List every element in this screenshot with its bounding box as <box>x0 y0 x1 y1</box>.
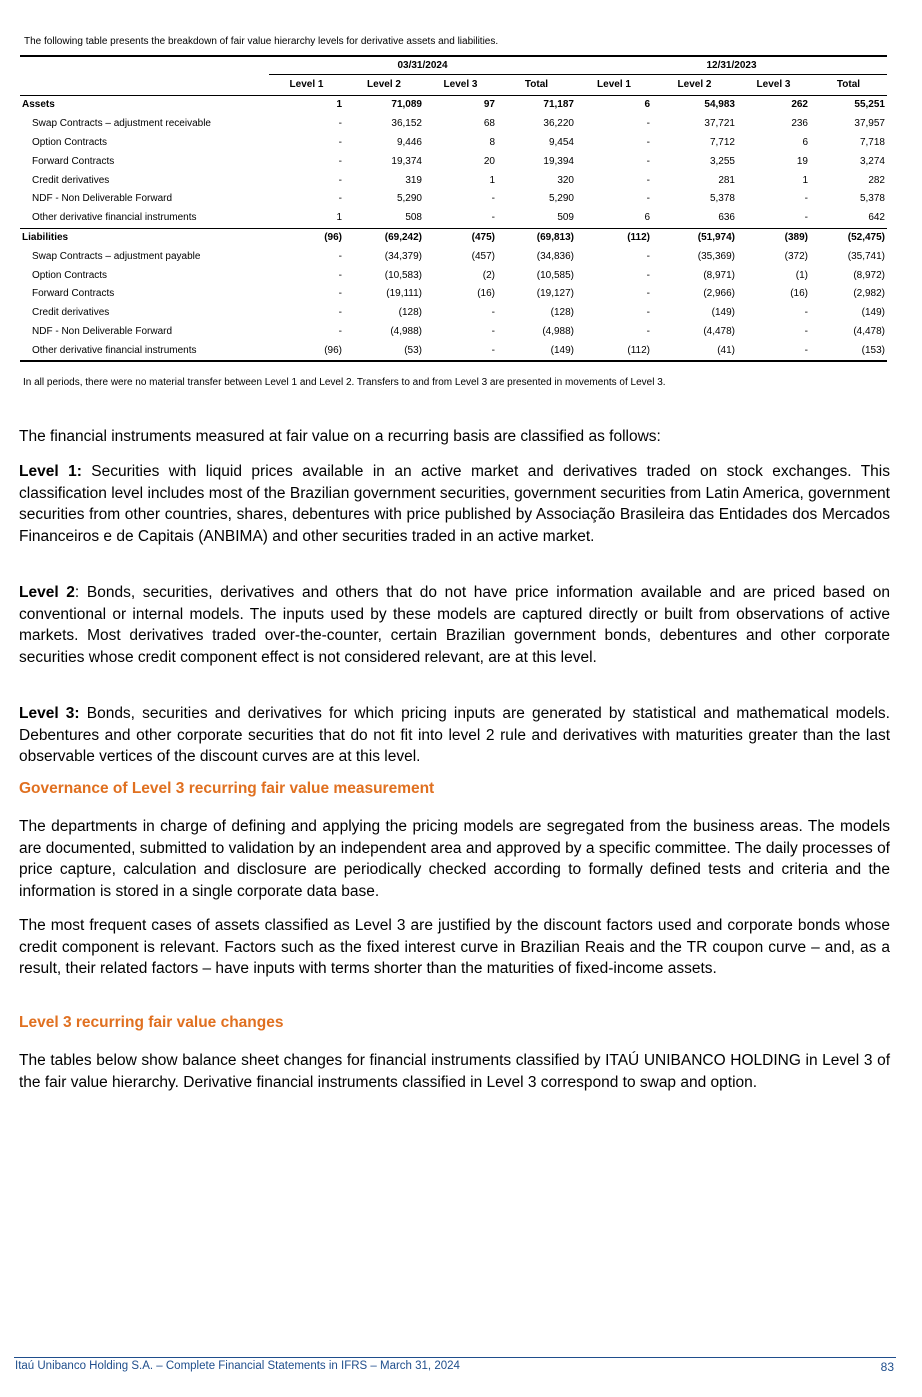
table-row <box>20 115 887 134</box>
row-label: Swap Contracts – adjustment receivable <box>32 118 211 130</box>
cell-value: 8 <box>489 136 495 148</box>
cell-value: 37,957 <box>854 118 885 130</box>
row-label: Swap Contracts – adjustment payable <box>32 250 201 262</box>
table-row <box>20 266 887 285</box>
assets-total-row <box>20 96 887 115</box>
level1-paragraph <box>19 461 890 547</box>
cell-value: (457) <box>471 250 495 262</box>
cell-value: - <box>646 136 650 148</box>
governance-paragraph-1: The departments in charge of defining and applying the pricing models are segregated from the business areas. The models are documented, submitted to validation by an independent area and approved by a specific committee. The daily processes of price capture, calculation and disclosure are periodically checked according to formally defined tests and criteria and the information is stored in a single corporate data base. <box>19 818 890 900</box>
cell-value: (475) <box>424 228 497 247</box>
cell-value: (35,741) <box>847 250 885 262</box>
column-header: Level 1 <box>576 75 652 96</box>
cell-value: 5,290 <box>396 193 422 205</box>
cell-value: (41) <box>652 341 737 361</box>
cell-value: (2,966) <box>703 288 735 300</box>
cell-value: (53) <box>344 341 424 361</box>
cell-value: - <box>804 193 808 205</box>
cell-value: - <box>338 193 342 205</box>
cell-value: - <box>338 155 342 167</box>
cell-value: - <box>646 325 650 337</box>
cell-value: - <box>804 212 808 224</box>
cell-value: (4,988) <box>542 325 574 337</box>
cell-value: 97 <box>483 99 495 111</box>
cell-value: - <box>338 118 342 130</box>
cell-value: (372) <box>784 250 808 262</box>
row-label: Other derivative financial instruments <box>32 212 197 224</box>
cell-value: 37,721 <box>704 118 735 130</box>
table-row <box>20 190 887 209</box>
cell-value: - <box>424 341 497 361</box>
cell-value: - <box>338 269 342 281</box>
period-header: 03/31/2024 <box>269 56 576 75</box>
cell-value: (35,369) <box>697 250 735 262</box>
fair-value-table-body <box>20 56 887 361</box>
cell-value: (69,242) <box>344 228 424 247</box>
cell-value: 36,152 <box>391 118 422 130</box>
level1-label: Level 1: <box>19 463 82 480</box>
cell-value: 1 <box>336 212 342 224</box>
cell-value: (153) <box>810 341 887 361</box>
cell-value: 9,446 <box>396 136 422 148</box>
cell-value: 7,718 <box>859 136 885 148</box>
cell-value: - <box>646 269 650 281</box>
cell-value: 6 <box>644 99 650 111</box>
cell-value: (8,972) <box>853 269 885 281</box>
cell-value: (8,971) <box>703 269 735 281</box>
cell-value: 54,983 <box>704 99 735 111</box>
cell-value: (10,585) <box>536 269 574 281</box>
cell-value: 6 <box>644 212 650 224</box>
cell-value: 262 <box>791 99 808 111</box>
table-row <box>20 247 887 266</box>
cell-value: 281 <box>718 174 735 186</box>
cell-value: 319 <box>405 174 422 186</box>
table-row <box>20 134 887 153</box>
cell-value: - <box>491 193 495 205</box>
level2-paragraph <box>19 582 890 668</box>
level2-text: : Bonds, securities, derivatives and others that do not have price information available and are priced based on conventional or internal models. The inputs used by these models are captured directly or built from observations of active markets. Most derivatives traded over-the-counter, certain Brazilian government bonds, debentures and other corporate securities whose credit component effect is not considered relevant, are at this level. <box>19 584 891 666</box>
header-spacer <box>20 75 269 96</box>
cell-value: 55,251 <box>854 99 885 111</box>
cell-value: 509 <box>557 212 574 224</box>
column-header: Level 3 <box>737 75 810 96</box>
cell-value: 6 <box>802 136 808 148</box>
column-header: Level 2 <box>652 75 737 96</box>
header-spacer <box>20 56 269 75</box>
cell-value: (96) <box>269 341 344 361</box>
cell-value: 36,220 <box>543 118 574 130</box>
column-header: Level 1 <box>269 75 344 96</box>
changes-paragraph: The tables below show balance sheet changes for financial instruments classified by ITAÚ UNIBANCO HOLDING in Level 3 of the fair value hierarchy. Derivative financial instruments classified in Level 3 correspond to swap and option. <box>19 1052 890 1091</box>
table-row <box>20 152 887 171</box>
cell-value: 68 <box>483 118 495 130</box>
cell-value: - <box>804 325 808 337</box>
cell-value: (4,478) <box>703 325 735 337</box>
cell-value: - <box>338 307 342 319</box>
column-header: Total <box>810 75 887 96</box>
cell-value: 1 <box>336 99 342 111</box>
cell-value: - <box>491 307 495 319</box>
period-header: 12/31/2023 <box>576 56 887 75</box>
footer-divider <box>14 1357 896 1358</box>
cell-value: 3,274 <box>859 155 885 167</box>
row-label: Other derivative financial instruments <box>20 341 269 361</box>
cell-value: (69,813) <box>497 228 576 247</box>
cell-value: (52,475) <box>810 228 887 247</box>
cell-value: - <box>737 341 810 361</box>
cell-value: - <box>646 155 650 167</box>
cell-value: 7,712 <box>709 136 735 148</box>
cell-value: (1) <box>795 269 808 281</box>
cell-value: - <box>491 325 495 337</box>
cell-value: 282 <box>868 174 885 186</box>
footer-title: Itaú Unibanco Holding S.A. – Complete Financial Statements in IFRS – March 31, 2024 <box>15 1360 460 1372</box>
transfer-note: In all periods, there were no material transfer between Level 1 and Level 2. Transfers to and from Level 3 are presented in movements of Level 3. <box>23 377 666 388</box>
cell-value: 71,187 <box>543 99 574 111</box>
cell-value: 642 <box>868 212 885 224</box>
cell-value: 3,255 <box>709 155 735 167</box>
table-row <box>20 323 887 342</box>
level3-paragraph <box>19 703 890 768</box>
table-row <box>20 285 887 304</box>
cell-value: (128) <box>398 307 422 319</box>
cell-value: (96) <box>269 228 344 247</box>
level1-text: Securities with liquid prices available in an active market and derivatives traded on stock exchanges. This classification level includes most of the Brazilian government securities, government securities from Latin America, government securities from other countries, shares, debentures with price published by Associação Brasileira das Entidades dos Mercados Financeiros e de Capitais (ANBIMA) and other securities traded in an active market. <box>19 463 890 545</box>
cell-value: 19,374 <box>391 155 422 167</box>
cell-value: - <box>646 250 650 262</box>
cell-value: - <box>804 307 808 319</box>
cell-value: - <box>338 136 342 148</box>
cell-value: (128) <box>550 307 574 319</box>
cell-value: 5,290 <box>548 193 574 205</box>
table-row <box>20 171 887 190</box>
cell-value: - <box>646 118 650 130</box>
cell-value: 236 <box>791 118 808 130</box>
cell-value: - <box>646 288 650 300</box>
fair-value-table <box>20 55 887 362</box>
row-label: Forward Contracts <box>32 288 115 300</box>
row-label: Option Contracts <box>32 269 108 281</box>
cell-value: (112) <box>576 341 652 361</box>
cell-value: 5,378 <box>709 193 735 205</box>
row-label: Credit derivatives <box>32 174 110 186</box>
governance-paragraph-2: The most frequent cases of assets classified as Level 3 are justified by the discount factors used and corporate bonds whose credit component is relevant. Factors such as the fixed interest curve in Brazilian Reais and the TR coupon curve – and, as a result, their related factors – have inputs with terms shorter than the maturities of fixed-income assets. <box>19 917 890 977</box>
changes-heading: Level 3 recurring fair value changes <box>19 1014 284 1031</box>
cell-value: 5,378 <box>859 193 885 205</box>
cell-value: - <box>491 212 495 224</box>
row-label: Credit derivatives <box>32 307 110 319</box>
cell-value: (10,583) <box>384 269 422 281</box>
page-number: 83 <box>880 1360 894 1374</box>
cell-value: (19,127) <box>536 288 574 300</box>
cell-value: (112) <box>576 228 652 247</box>
cell-value: - <box>646 193 650 205</box>
cell-value: (34,379) <box>384 250 422 262</box>
column-header: Level 2 <box>344 75 424 96</box>
table-row <box>20 341 887 361</box>
cell-value: - <box>338 174 342 186</box>
cell-value: - <box>646 174 650 186</box>
column-header: Level 3 <box>424 75 497 96</box>
table-row <box>20 209 887 228</box>
cell-value: (16) <box>477 288 495 300</box>
cell-value: - <box>646 307 650 319</box>
table-row <box>20 304 887 323</box>
cell-value: (2) <box>482 269 495 281</box>
cell-value: - <box>338 250 342 262</box>
cell-value: (4,988) <box>390 325 422 337</box>
row-label: Option Contracts <box>32 136 108 148</box>
cell-value: (51,974) <box>652 228 737 247</box>
row-label: Assets <box>22 99 55 111</box>
cell-value: 1 <box>489 174 495 186</box>
cell-value: - <box>338 288 342 300</box>
cell-value: (149) <box>861 307 885 319</box>
intro-paragraph: The financial instruments measured at fair value on a recurring basis are classified as follows: <box>19 428 661 445</box>
cell-value: 20 <box>483 155 495 167</box>
cell-value: - <box>338 325 342 337</box>
row-label: NDF - Non Deliverable Forward <box>32 193 173 205</box>
cell-value: 19,394 <box>543 155 574 167</box>
level3-text: Bonds, securities and derivatives for which pricing inputs are generated by statistical and mathematical models. Debentures and other corporate securities that do not fit into level 2 rule and derivatives with maturities greater than the last observable vertices of the discount curves are at this level. <box>19 705 890 765</box>
cell-value: (389) <box>737 228 810 247</box>
column-header: Total <box>497 75 576 96</box>
row-label: Liabilities <box>20 228 269 247</box>
level2-label: Level 2 <box>19 584 75 601</box>
cell-value: 9,454 <box>548 136 574 148</box>
row-label: NDF - Non Deliverable Forward <box>32 325 173 337</box>
cell-value: 1 <box>802 174 808 186</box>
cell-value: (19,111) <box>386 288 422 300</box>
liabilities-total-row <box>20 228 887 247</box>
governance-heading: Governance of Level 3 recurring fair value measurement <box>19 780 435 797</box>
cell-value: (149) <box>497 341 576 361</box>
cell-value: 320 <box>557 174 574 186</box>
cell-value: (149) <box>711 307 735 319</box>
cell-value: 508 <box>405 212 422 224</box>
period-header-row <box>20 56 887 75</box>
cell-value: (4,478) <box>853 325 885 337</box>
cell-value: 71,089 <box>391 99 422 111</box>
cell-value: 636 <box>718 212 735 224</box>
table-caption: The following table presents the breakdown of fair value hierarchy levels for derivative assets and liabilities. <box>24 36 499 47</box>
level-header-row <box>20 75 887 96</box>
level3-label: Level 3: <box>19 705 80 722</box>
cell-value: 19 <box>796 155 808 167</box>
cell-value: (16) <box>790 288 808 300</box>
cell-value: (34,836) <box>536 250 574 262</box>
cell-value: (2,982) <box>853 288 885 300</box>
row-label: Forward Contracts <box>32 155 115 167</box>
